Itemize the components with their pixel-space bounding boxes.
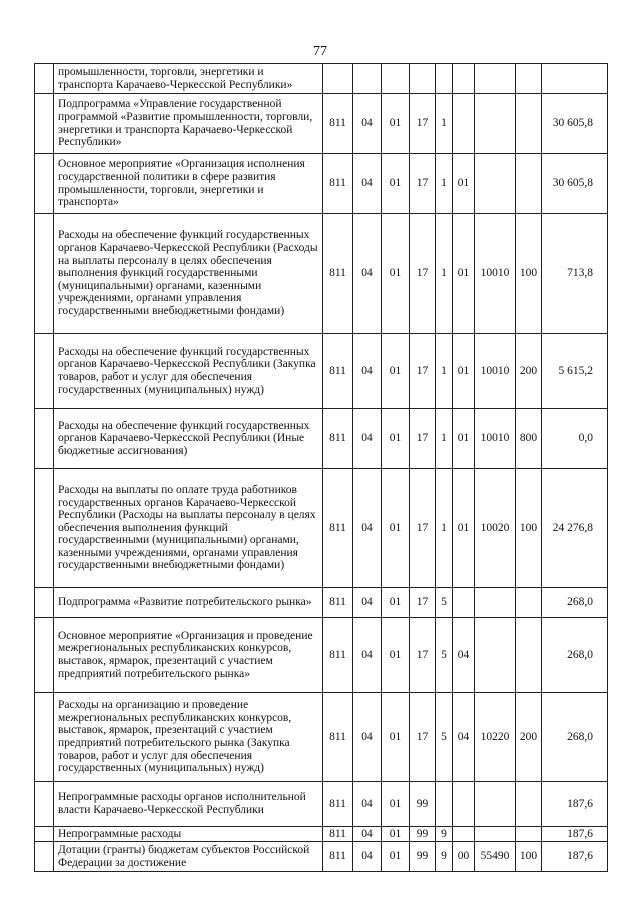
code-cell-c7 [475, 64, 516, 94]
code-cell-c1: 811 [323, 469, 353, 588]
code-cell-c7: 55490 [475, 842, 516, 872]
row-description: Расходы на обеспечение функций государственных органов Карачаево-Черкесской Республики (Закупка товаров, работ и услуг для обеспечения государственных (муниципальных) нужд) [54, 334, 323, 409]
code-cell-c1: 811 [323, 214, 353, 334]
code-cell-c5: 5 [436, 693, 453, 782]
code-cell-c7: 10010 [475, 214, 516, 334]
code-cell-c2: 04 [353, 618, 382, 693]
code-cell-c7 [475, 782, 516, 827]
amount-cell: 268,0 [542, 588, 608, 618]
code-cell-c2: 04 [353, 842, 382, 872]
code-cell-c2: 04 [353, 94, 382, 154]
code-cell-c2: 04 [353, 782, 382, 827]
code-cell-c5: 5 [436, 618, 453, 693]
amount-cell: 0,0 [542, 409, 608, 469]
table-row [35, 693, 608, 782]
code-cell-c1: 811 [323, 334, 353, 409]
code-cell-c8: 800 [516, 409, 542, 469]
code-cell-c1 [323, 64, 353, 94]
code-cell-c1: 811 [323, 588, 353, 618]
code-cell-c6 [453, 64, 475, 94]
code-cell-c3: 01 [382, 588, 410, 618]
code-cell-c7: 10010 [475, 334, 516, 409]
code-cell-c1: 811 [323, 782, 353, 827]
code-cell-c3: 01 [382, 842, 410, 872]
table-row [35, 842, 608, 872]
blank-cell [35, 842, 54, 872]
code-cell-c8 [516, 154, 542, 214]
table-row [35, 64, 608, 94]
row-description: Расходы на обеспечение функций государственных органов Карачаево-Черкесской Республики (Иные бюджетные ассигнования) [54, 409, 323, 469]
amount-cell: 713,8 [542, 214, 608, 334]
code-cell-c5: 1 [436, 469, 453, 588]
code-cell-c3: 01 [382, 214, 410, 334]
code-cell-c1: 811 [323, 827, 353, 842]
code-cell-c4: 99 [410, 827, 436, 842]
row-description: промышленности, торговли, энергетики и транспорта Карачаево-Черкесской Республики» [54, 64, 323, 94]
row-description: Подпрограмма «Развитие потребительского рынка» [54, 588, 323, 618]
budget-table [34, 63, 608, 872]
code-cell-c3: 01 [382, 334, 410, 409]
code-cell-c3: 01 [382, 693, 410, 782]
code-cell-c5: 1 [436, 154, 453, 214]
code-cell-c6 [453, 827, 475, 842]
code-cell-c7 [475, 827, 516, 842]
code-cell-c2: 04 [353, 334, 382, 409]
code-cell-c4: 17 [410, 334, 436, 409]
code-cell-c3: 01 [382, 618, 410, 693]
amount-cell: 5 615,2 [542, 334, 608, 409]
amount-cell: 187,6 [542, 827, 608, 842]
code-cell-c6: 01 [453, 409, 475, 469]
amount-cell: 24 276,8 [542, 469, 608, 588]
code-cell-c4: 17 [410, 409, 436, 469]
code-cell-c8: 200 [516, 693, 542, 782]
code-cell-c3 [382, 64, 410, 94]
table-row [35, 618, 608, 693]
code-cell-c4: 17 [410, 94, 436, 154]
code-cell-c5 [436, 782, 453, 827]
table-row [35, 154, 608, 214]
amount-cell: 30 605,8 [542, 154, 608, 214]
row-description: Расходы на обеспечение функций государственных органов Карачаево-Черкесской Республики (Расходы на выплаты персоналу в целях обеспечения выполнения функций государственными (муниципальными) органами, казенными учреждениями, органами управления государственными внебюджетными фондами) [54, 214, 323, 334]
code-cell-c2: 04 [353, 827, 382, 842]
code-cell-c1: 811 [323, 409, 353, 469]
table-row [35, 334, 608, 409]
amount-cell: 268,0 [542, 693, 608, 782]
code-cell-c7 [475, 94, 516, 154]
code-cell-c1: 811 [323, 693, 353, 782]
code-cell-c6: 01 [453, 214, 475, 334]
code-cell-c5: 1 [436, 214, 453, 334]
code-cell-c7 [475, 618, 516, 693]
code-cell-c5: 5 [436, 588, 453, 618]
code-cell-c5 [436, 64, 453, 94]
code-cell-c7: 10220 [475, 693, 516, 782]
blank-cell [35, 154, 54, 214]
code-cell-c5: 1 [436, 94, 453, 154]
code-cell-c6 [453, 94, 475, 154]
code-cell-c8 [516, 64, 542, 94]
table-row [35, 94, 608, 154]
code-cell-c7 [475, 154, 516, 214]
code-cell-c8 [516, 782, 542, 827]
table-row [35, 827, 608, 842]
row-description: Основное мероприятие «Организация и проведение межрегиональных республиканских конкурсов, выставок, ярмарок, презентаций с участием предприятий потребительского рынка» [54, 618, 323, 693]
code-cell-c4: 17 [410, 588, 436, 618]
blank-cell [35, 94, 54, 154]
code-cell-c3: 01 [382, 827, 410, 842]
code-cell-c7: 10020 [475, 469, 516, 588]
code-cell-c2: 04 [353, 469, 382, 588]
table-row [35, 214, 608, 334]
code-cell-c8: 100 [516, 842, 542, 872]
row-description: Основное мероприятие «Организация исполнения государственной политики в сфере развития промышленности, торговли, энергетики и транспорта» [54, 154, 323, 214]
table-row [35, 409, 608, 469]
page-number: 77 [313, 44, 327, 59]
code-cell-c1: 811 [323, 842, 353, 872]
code-cell-c4 [410, 64, 436, 94]
code-cell-c7: 10010 [475, 409, 516, 469]
code-cell-c3: 01 [382, 409, 410, 469]
blank-cell [35, 214, 54, 334]
code-cell-c1: 811 [323, 618, 353, 693]
amount-cell: 187,6 [542, 842, 608, 872]
code-cell-c8 [516, 588, 542, 618]
code-cell-c4: 99 [410, 782, 436, 827]
blank-cell [35, 64, 54, 94]
code-cell-c8 [516, 618, 542, 693]
code-cell-c4: 17 [410, 154, 436, 214]
code-cell-c6: 01 [453, 469, 475, 588]
code-cell-c4: 17 [410, 469, 436, 588]
blank-cell [35, 588, 54, 618]
blank-cell [35, 409, 54, 469]
code-cell-c6: 04 [453, 618, 475, 693]
code-cell-c6: 04 [453, 693, 475, 782]
amount-cell: 187,6 [542, 782, 608, 827]
code-cell-c4: 17 [410, 214, 436, 334]
row-description: Расходы на организацию и проведение межрегиональных республиканских конкурсов, выставок, ярмарок, презентаций с участием предприятий потребительского рынка (Закупка товаров, работ и услуг для обеспечения государственных (муниципальных) нужд) [54, 693, 323, 782]
amount-cell [542, 64, 608, 94]
row-description: Непрограммные расходы [54, 827, 323, 842]
blank-cell [35, 469, 54, 588]
code-cell-c3: 01 [382, 469, 410, 588]
code-cell-c6: 00 [453, 842, 475, 872]
code-cell-c8: 200 [516, 334, 542, 409]
table-row [35, 588, 608, 618]
code-cell-c3: 01 [382, 94, 410, 154]
code-cell-c3: 01 [382, 782, 410, 827]
blank-cell [35, 693, 54, 782]
amount-cell: 30 605,8 [542, 94, 608, 154]
code-cell-c2 [353, 64, 382, 94]
code-cell-c8 [516, 94, 542, 154]
table-body [35, 64, 608, 872]
code-cell-c1: 811 [323, 94, 353, 154]
code-cell-c3: 01 [382, 154, 410, 214]
code-cell-c8: 100 [516, 214, 542, 334]
blank-cell [35, 782, 54, 827]
code-cell-c1: 811 [323, 154, 353, 214]
code-cell-c7 [475, 588, 516, 618]
code-cell-c6 [453, 588, 475, 618]
code-cell-c4: 17 [410, 693, 436, 782]
table-row [35, 782, 608, 827]
code-cell-c6: 01 [453, 154, 475, 214]
code-cell-c5: 1 [436, 334, 453, 409]
code-cell-c2: 04 [353, 588, 382, 618]
code-cell-c8 [516, 827, 542, 842]
code-cell-c8: 100 [516, 469, 542, 588]
amount-cell: 268,0 [542, 618, 608, 693]
row-description: Подпрограмма «Управление государственной программой «Развитие промышленности, торговли, энергетики и транспорта Карачаево-Черкесской Республики» [54, 94, 323, 154]
code-cell-c6 [453, 782, 475, 827]
code-cell-c2: 04 [353, 154, 382, 214]
row-description: Дотации (гранты) бюджетам субъектов Российской Федерации за достижение [54, 842, 323, 872]
code-cell-c5: 9 [436, 842, 453, 872]
code-cell-c5: 1 [436, 409, 453, 469]
blank-cell [35, 827, 54, 842]
code-cell-c6: 01 [453, 334, 475, 409]
code-cell-c2: 04 [353, 693, 382, 782]
table-row [35, 469, 608, 588]
code-cell-c4: 99 [410, 842, 436, 872]
code-cell-c5: 9 [436, 827, 453, 842]
row-description: Расходы на выплаты по оплате труда работников государственных органов Карачаево-Черкесской Республики (Расходы на выплаты персоналу в целях обеспечения выполнения функций государственными (муниципальными) органами, казенными учреждениями, органами управления государственными внебюджетными фондами) [54, 469, 323, 588]
blank-cell [35, 334, 54, 409]
row-description: Непрограммные расходы органов исполнительной власти Карачаево-Черкесской Республики [54, 782, 323, 827]
code-cell-c2: 04 [353, 214, 382, 334]
code-cell-c4: 17 [410, 618, 436, 693]
blank-cell [35, 618, 54, 693]
code-cell-c2: 04 [353, 409, 382, 469]
